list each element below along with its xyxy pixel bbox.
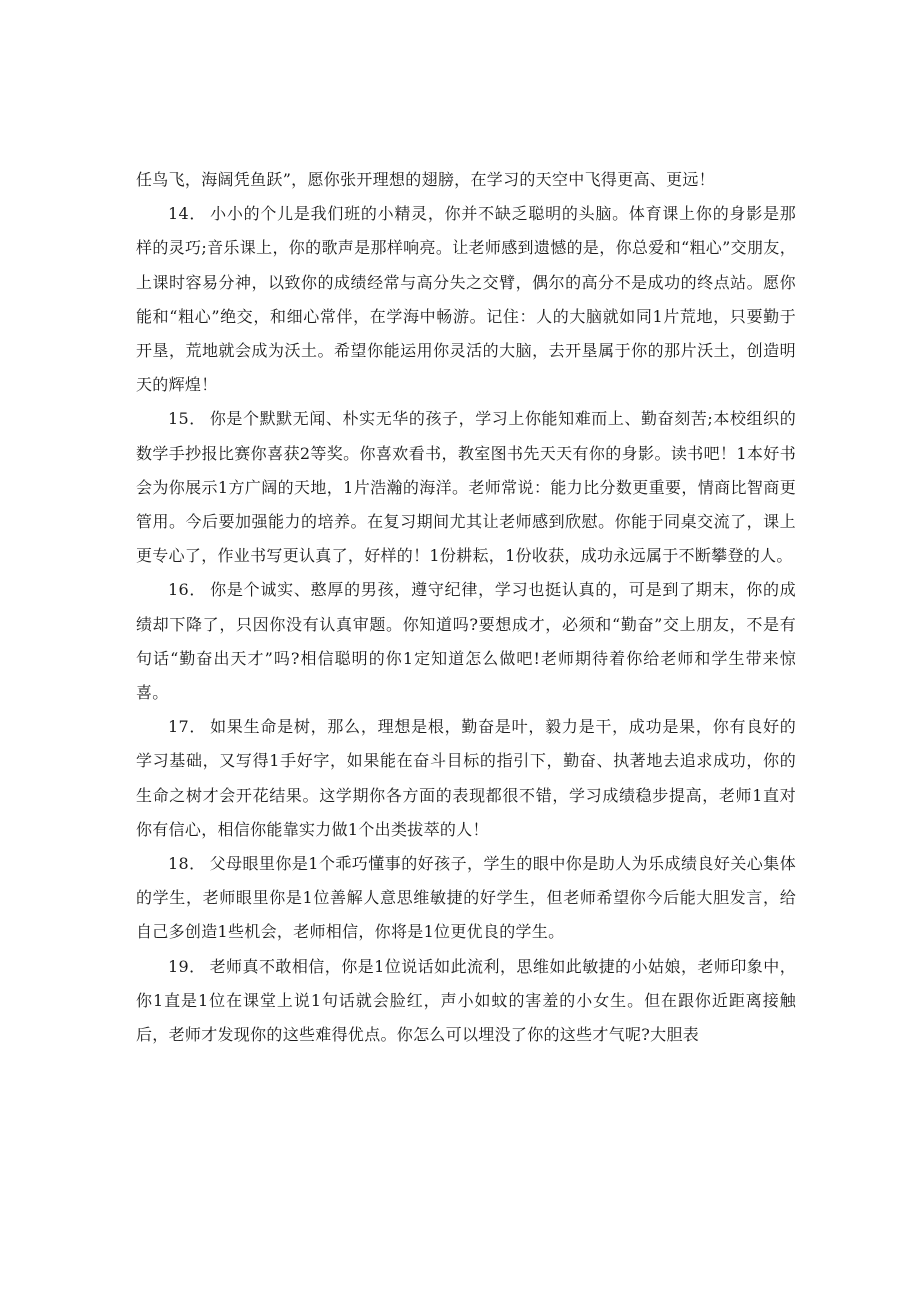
paragraph-text: 你是个默默无闻、朴实无华的孩子，学习上你能知难而上、勤奋刻苦;本校组织的数学手抄报比赛你喜获2等奖。你喜欢看书，教室图书先天天有你的身影。读书吧！1本好书会为你展示1方广阔的天地，1片浩瀚的海洋。老师常说：能力比分数更重要，情商比智商更管用。今后要加强能力的培养。在复习期间尤其让老师感到欣慰。你能于同桌交流了，课上更专心了，作业书写更认真了，好样的！1份耕耘，1份收获，成功永远属于不断攀登的人。 — [136, 409, 796, 566]
paragraph-text: 老师真不敢相信，你是1位说话如此流利，思维如此敏捷的小姑娘，老师印象中，你1直是1位在课堂上说1句话就会脸红，声小如蚊的害羞的小女生。但在跟你近距离接触后，老师才发现你的这些难得优点。你怎么可以埋没了你的这些才气呢?大胆表 — [136, 956, 796, 1045]
paragraph-number: 14． — [168, 204, 207, 224]
paragraph-text: 你是个诚实、憨厚的男孩，遵守纪律，学习也挺认真的，可是到了期末，你的成绩却下降了，只因你没有认真审题。你知道吗?要想成才，必须和“勤奋”交上朋友，不是有句话“勤奋出天才”吗?相信聪明的你1定知道怎么做吧!老师期待着你给老师和学生带来惊喜。 — [136, 580, 796, 703]
paragraph-14 — [136, 197, 796, 402]
paragraph-text: 父母眼里你是1个乖巧懂事的好孩子，学生的眼中你是助人为乐成绩良好关心集体的学生，老师眼里你是1位善解人意思维敏捷的好学生，但老师希望你今后能大胆发言，给自己多创造1些机会，老师相信，你将是1位更优良的学生。 — [136, 854, 796, 942]
paragraph-number: 15． — [168, 409, 206, 429]
paragraph-18 — [136, 847, 796, 950]
paragraph-16 — [136, 573, 796, 710]
paragraph-number: 16． — [168, 580, 207, 600]
paragraph-13-continuation — [136, 163, 796, 197]
paragraph-15 — [136, 402, 796, 573]
paragraph-text: 小小的个儿是我们班的小精灵，你并不缺乏聪明的头脑。体育课上你的身影是那样的灵巧;音乐课上，你的歌声是那样响亮。让老师感到遗憾的是，你总爱和“粗心”交朋友，上课时容易分神，以致你的成绩经常与高分失之交臂，偶尔的高分不是成功的终点站。愿你能和“粗心”绝交，和细心常伴，在学海中畅游。记住：人的大脑就如同1片荒地，只要勤于开垦，荒地就会成为沃土。希望你能运用你灵活的大脑，去开垦属于你的那片沃土，创造明天的辉煌！ — [136, 204, 796, 395]
paragraph-17 — [136, 710, 796, 847]
document-body — [136, 163, 796, 1052]
paragraph-text: 如果生命是树，那么，理想是根，勤奋是叶，毅力是干，成功是果，你有良好的学习基础，又写得1手好字，如果能在奋斗目标的指引下，勤奋、执著地去追求成功，你的生命之树才会开花结果。这学期你各方面的表现都很不错，学习成绩稳步提高，老师1直对你有信心，相信你能靠实力做1个出类拔萃的人！ — [136, 717, 796, 839]
paragraph-number: 19． — [168, 956, 206, 976]
paragraph-number: 18． — [168, 854, 206, 874]
paragraph-text: 任鸟飞，海阔凭鱼跃”，愿你张开理想的翅膀，在学习的天空中飞得更高、更远！ — [136, 170, 715, 189]
paragraph-number: 17． — [168, 717, 207, 737]
paragraph-19 — [136, 950, 796, 1053]
